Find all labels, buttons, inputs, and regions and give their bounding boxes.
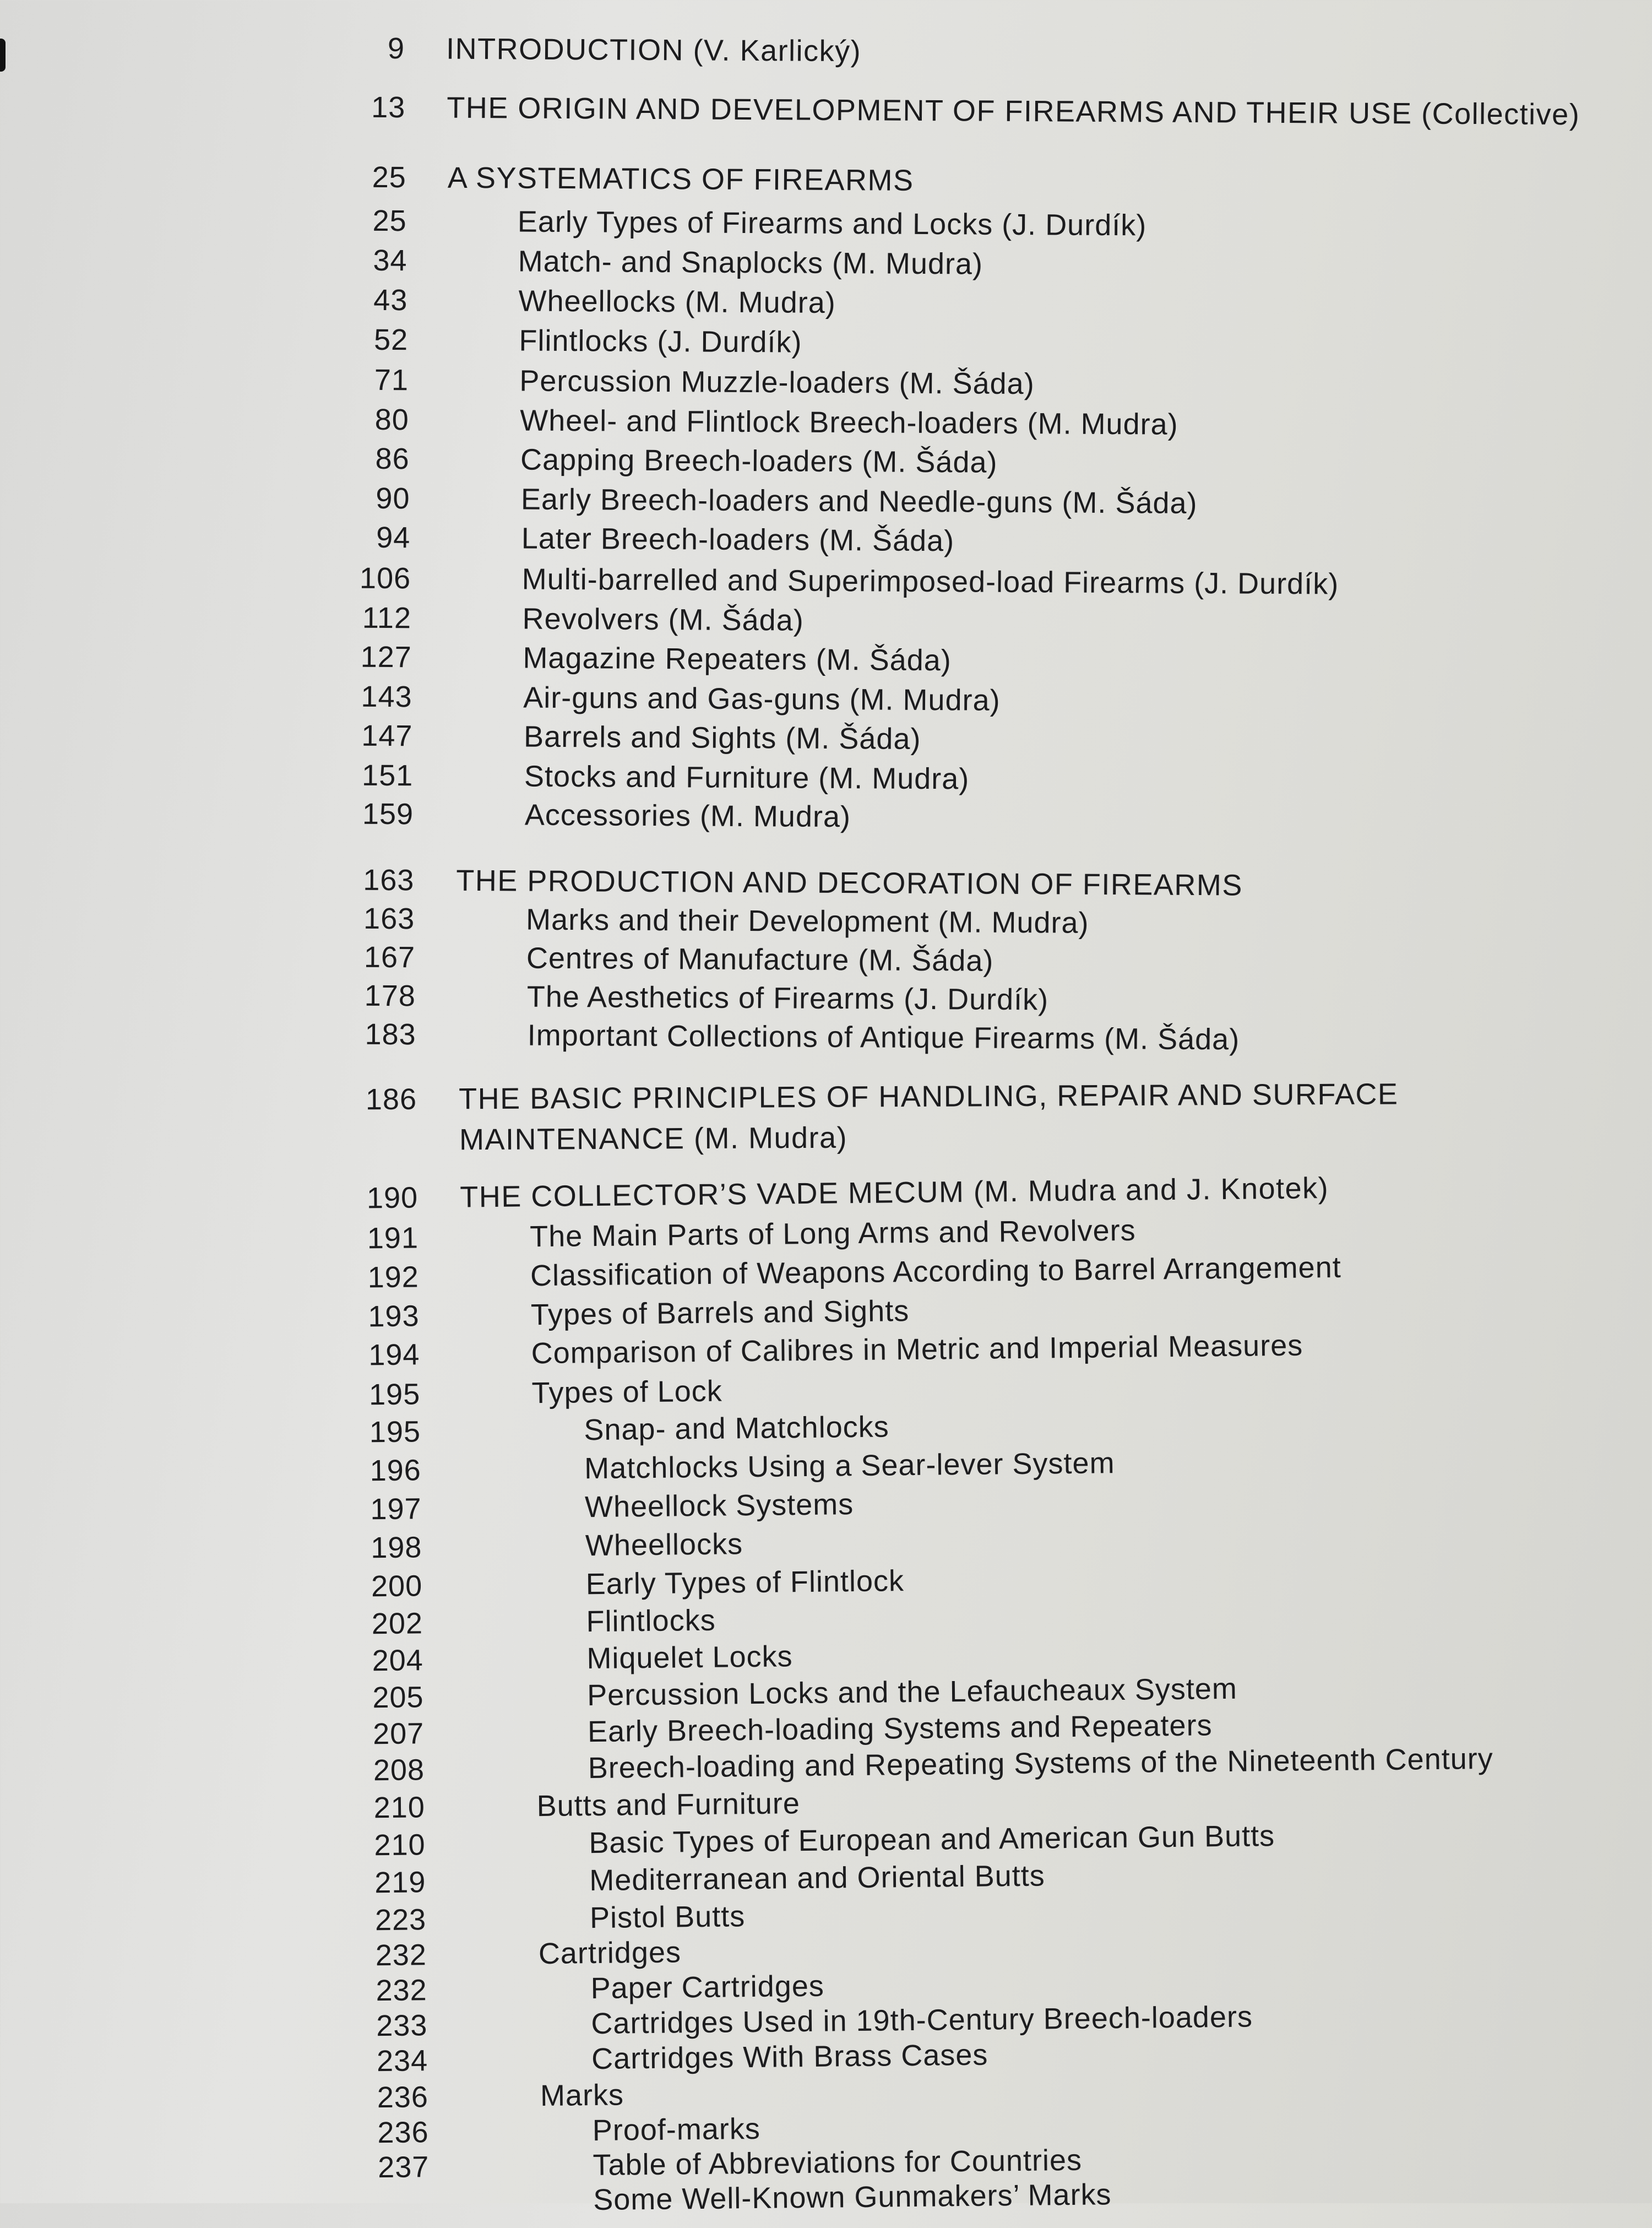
toc-subsection-title: Later Breech-loaders (M. Šáda) xyxy=(521,522,955,558)
toc-subsection-title: Magazine Repeaters (M. Šáda) xyxy=(523,641,952,677)
toc-page-number: 86 xyxy=(375,442,410,476)
toc-subsection-title: Table of Abbreviations for Countries xyxy=(593,2143,1083,2182)
toc-page-number: 163 xyxy=(363,863,415,897)
toc-page-number: 204 xyxy=(372,1644,424,1678)
toc-page-number: 127 xyxy=(360,640,412,674)
toc-subsection-title: Capping Breech-loaders (M. Šáda) xyxy=(520,443,998,479)
toc-page-number: 143 xyxy=(361,680,412,714)
toc-page-number: 13 xyxy=(371,90,406,124)
toc-subsection-title: Paper Cartridges xyxy=(590,1969,825,2005)
toc-page-number: 159 xyxy=(362,797,414,831)
toc-subsection-title: Matchlocks Using a Sear-lever System xyxy=(584,1446,1115,1486)
toc-subsection-title: Pistol Butts xyxy=(589,1900,746,1935)
toc-page-number: 9 xyxy=(387,32,405,66)
toc-subsection-title: Important Collections of Antique Firearms (M. Šáda) xyxy=(527,1018,1240,1056)
toc-subsection-title: Early Types of Firearms and Locks (J. Durdík) xyxy=(517,205,1147,242)
toc-subsection-title: Snap- and Matchlocks xyxy=(584,1410,889,1447)
toc-page-number: 207 xyxy=(372,1717,425,1751)
toc-page-number: 200 xyxy=(371,1569,423,1603)
toc-entry xyxy=(0,83,1652,137)
toc-subsection-title: Marks and their Development (M. Mudra) xyxy=(525,903,1089,940)
toc-page-number: 195 xyxy=(368,1378,421,1412)
toc-subsection-title: Wheel- and Flintlock Breech-loaders (M. Mudra) xyxy=(520,404,1178,441)
toc-subsection-title: Cartridges xyxy=(538,1936,682,1971)
toc-page-number: 192 xyxy=(367,1260,420,1294)
toc-subsection-title: Cartridges With Brass Cases xyxy=(591,2038,988,2076)
toc-subsection-title: Early Types of Flintlock xyxy=(585,1564,905,1601)
toc-entry xyxy=(0,1010,1652,1064)
toc-page-number: 190 xyxy=(366,1181,419,1215)
toc-subsection-title: Stocks and Furniture (M. Mudra) xyxy=(524,760,970,796)
toc-page-number: 210 xyxy=(373,1791,426,1825)
toc-subsection-title: Wheellocks (M. Mudra) xyxy=(518,284,836,319)
toc-subsection-title: Air-guns and Gas-guns (M. Mudra) xyxy=(523,681,1001,717)
toc-section-title: THE BASIC PRINCIPLES OF HANDLING, REPAIR AND SURFACE xyxy=(458,1077,1399,1116)
toc-page-number: 71 xyxy=(374,363,409,397)
toc-entry xyxy=(0,24,1652,78)
toc-page-number: 183 xyxy=(365,1017,416,1051)
toc-subsection-title: Wheellocks xyxy=(585,1527,743,1563)
toc-page-number: 198 xyxy=(370,1531,422,1565)
toc-page-number: 147 xyxy=(361,719,413,753)
toc-entry xyxy=(0,790,1652,844)
toc-subsection-title: Wheellock Systems xyxy=(584,1488,854,1524)
toc-page-number: 191 xyxy=(367,1221,419,1255)
toc-page-number: 208 xyxy=(373,1753,425,1787)
toc-subsection-title: Comparison of Calibres in Metric and Imperial Measures xyxy=(531,1329,1303,1370)
toc-page-number: 202 xyxy=(371,1607,423,1641)
toc-page-number: 151 xyxy=(361,758,414,793)
toc-subsection-title: Percussion Locks and the Lefaucheaux System xyxy=(586,1672,1238,1712)
toc-page-number: 233 xyxy=(376,2009,428,2043)
toc-page-number: 232 xyxy=(376,1974,427,2008)
toc-page-number: 52 xyxy=(373,323,409,357)
toc-page-number: 196 xyxy=(369,1454,422,1488)
toc-page-number: 90 xyxy=(376,481,410,516)
toc-entry xyxy=(0,1112,1652,1164)
toc-page-number: 236 xyxy=(377,2080,429,2115)
toc-section-title: MAINTENANCE (M. Mudra) xyxy=(459,1121,848,1157)
toc-page-number: 43 xyxy=(373,283,408,317)
toc-page-number: 94 xyxy=(376,521,411,555)
toc-subsection-title: Types of Barrels and Sights xyxy=(530,1294,910,1332)
toc-subsection-title: Proof-marks xyxy=(592,2112,761,2148)
toc-page-number: 178 xyxy=(364,979,416,1013)
toc-subsection-title: Breech-loading and Repeating Systems of the Nineteenth Century xyxy=(588,1742,1493,1785)
toc-section-title: THE COLLECTOR’S VADE MECUM (M. Mudra and J. Knotek) xyxy=(459,1172,1329,1214)
toc-page-number: 205 xyxy=(372,1681,424,1715)
toc-subsection-title: Barrels and Sights (M. Šáda) xyxy=(523,720,921,756)
toc-subsection-title: Flintlocks (J. Durdík) xyxy=(519,324,802,359)
toc-page-number: 167 xyxy=(363,940,416,974)
toc-page-number: 193 xyxy=(368,1299,420,1333)
toc-page-number: 163 xyxy=(363,902,415,936)
toc-subsection-title: Some Well-Known Gunmakers’ Marks xyxy=(593,2178,1112,2217)
toc-page-number: 234 xyxy=(376,2044,428,2078)
toc-subsection-title: The Aesthetics of Firearms (J. Durdík) xyxy=(526,980,1049,1017)
toc-subsection-title: Early Breech-loading Systems and Repeaters xyxy=(587,1709,1213,1749)
toc-subsection-title: Early Breech-loaders and Needle-guns (M. Šáda) xyxy=(520,483,1198,521)
toc-page-number: 194 xyxy=(368,1338,420,1372)
toc-page-number: 34 xyxy=(373,243,407,278)
toc-subsection-title: Miquelet Locks xyxy=(586,1640,793,1676)
toc-subsection-title: Accessories (M. Mudra) xyxy=(524,798,851,834)
toc-subsection-title: Basic Types of European and American Gun Butts xyxy=(589,1819,1275,1860)
toc-section-title: THE ORIGIN AND DEVELOPMENT OF FIREARMS AND THEIR USE (Collective) xyxy=(447,91,1580,132)
toc-section-title: A SYSTEMATICS OF FIREARMS xyxy=(447,161,914,197)
toc-page-number: 106 xyxy=(359,561,411,595)
toc-section-title: INTRODUCTION (V. Karlický) xyxy=(445,32,862,68)
toc-page-number: 219 xyxy=(374,1866,426,1900)
toc-section-title: THE PRODUCTION AND DECORATION OF FIREARMS xyxy=(456,864,1243,902)
toc-page-number: 80 xyxy=(374,403,410,437)
toc-subsection-title: Multi-barrelled and Superimposed-load Firearms (J. Durdík) xyxy=(521,562,1339,601)
toc-page-number: 195 xyxy=(369,1415,421,1449)
toc-page-number: 112 xyxy=(362,601,412,635)
toc-subsection-title: Types of Lock xyxy=(531,1374,723,1410)
toc-page-number: 237 xyxy=(377,2150,430,2184)
toc-subsection-title: Percussion Muzzle-loaders (M. Šáda) xyxy=(519,364,1035,401)
toc-subsection-title: Flintlocks xyxy=(586,1603,716,1639)
toc-page-number: 25 xyxy=(372,160,406,194)
toc-page-number: 186 xyxy=(365,1082,417,1116)
toc-subsection-title: Match- and Snaplocks (M. Mudra) xyxy=(518,245,983,281)
toc-page-number: 197 xyxy=(370,1492,422,1526)
toc-subsection-title: Cartridges Used in 19th-Century Breech-loaders xyxy=(591,2000,1253,2041)
toc-subsection-title: Marks xyxy=(540,2078,624,2113)
toc-page-number: 232 xyxy=(375,1938,427,1972)
toc-subsection-title: Butts and Furniture xyxy=(536,1787,801,1823)
toc-subsection-title: Mediterranean and Oriental Butts xyxy=(589,1859,1045,1898)
toc-page-number: 25 xyxy=(372,204,407,238)
toc-page-number xyxy=(318,1118,417,1119)
toc-page-number: 223 xyxy=(374,1903,427,1937)
toc-subsection-title: Revolvers (M. Šáda) xyxy=(522,602,804,637)
toc-page-number: 210 xyxy=(374,1828,426,1862)
toc-subsection-title: Centres of Manufacture (M. Šáda) xyxy=(526,941,994,978)
toc-subsection-title: The Main Parts of Long Arms and Revolvers xyxy=(529,1213,1136,1254)
toc-subsection-title: Classification of Weapons According to Barrel Arrangement xyxy=(530,1250,1341,1293)
toc-page-number: 236 xyxy=(377,2116,429,2150)
